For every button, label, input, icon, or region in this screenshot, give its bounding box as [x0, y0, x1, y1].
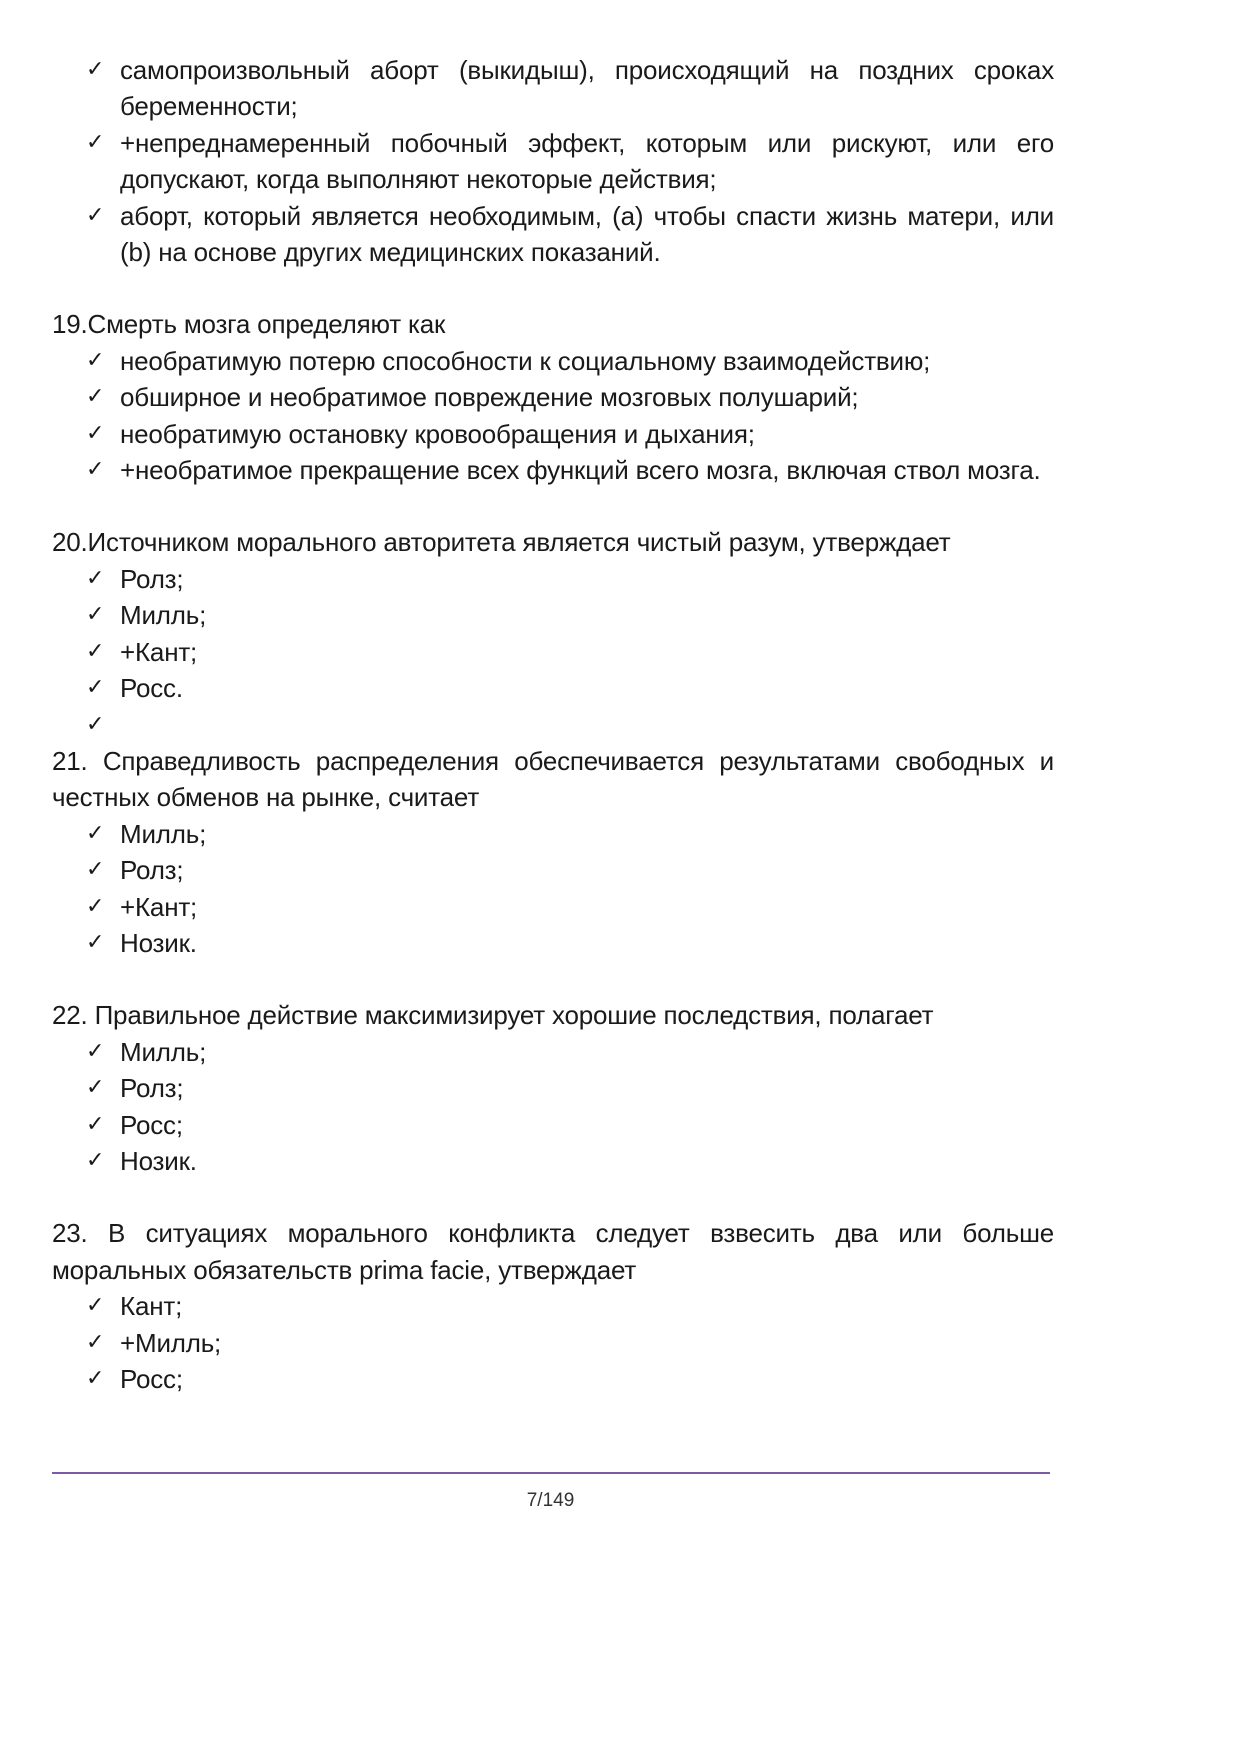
answer-text: Росс. [120, 673, 183, 704]
answer-item [52, 416, 1054, 452]
answer-text: +Кант; [120, 636, 198, 667]
check-icon: ✓ [86, 711, 105, 737]
check-icon: ✓ [86, 347, 105, 373]
answer-item [52, 1070, 1054, 1106]
answer-item [52, 52, 1054, 125]
answer-text: необратимую остановку кровообращения и дыхания; [120, 418, 755, 449]
answer-text: +непреднамеренный побочный эффект, которым или рискуют, или его допускают, когда выполняют некоторые действия; [120, 127, 1054, 195]
answer-text: +Кант; [120, 891, 198, 922]
check-icon: ✓ [86, 129, 105, 155]
answer-item [52, 125, 1054, 198]
answer-item [52, 1325, 1054, 1361]
check-icon: ✓ [86, 1329, 105, 1355]
answer-item [52, 816, 1054, 852]
answer-item-empty [52, 707, 1054, 743]
answer-text: Росс; [120, 1109, 183, 1140]
check-icon: ✓ [86, 1075, 105, 1101]
answer-list [52, 52, 1054, 270]
footer-divider [52, 1472, 1050, 1474]
answer-text: Милль; [120, 818, 207, 849]
answer-text: +необратимое прекращение всех функций всего мозга, включая ствол мозга. [120, 455, 1041, 486]
answer-text: самопроизвольный аборт (выкидыш), происходящий на поздних сроках беременности; [120, 55, 1054, 122]
check-icon: ✓ [86, 1147, 105, 1173]
question-22: 22. Правильное действие максимизирует хорошие последствия, полагает [52, 1000, 934, 1031]
check-icon: ✓ [86, 1038, 105, 1064]
check-icon: ✓ [86, 420, 105, 446]
check-icon: ✓ [86, 1366, 105, 1391]
check-icon: ✓ [86, 638, 105, 664]
check-icon: ✓ [86, 57, 105, 82]
answer-item [52, 452, 1054, 488]
answer-item [52, 634, 1054, 670]
answer-item [52, 1034, 1054, 1070]
check-icon: ✓ [86, 1111, 105, 1137]
check-icon: ✓ [86, 565, 105, 591]
answer-item [52, 670, 1054, 706]
answer-text: Ролз; [120, 855, 184, 886]
spacer [52, 488, 1054, 524]
question-20: 20.Источником морального авторитета является чистый разум, утверждает [52, 527, 951, 558]
answer-list [52, 1288, 1054, 1397]
answer-text: +Милль; [120, 1327, 222, 1358]
answer-item [52, 1361, 1054, 1397]
spacer [52, 270, 1054, 306]
spacer [52, 1179, 1054, 1215]
answer-item [52, 198, 1054, 271]
answer-text: Ролз; [120, 1073, 184, 1104]
answer-item [52, 889, 1054, 925]
answer-text: Милль; [120, 600, 207, 631]
check-icon: ✓ [86, 602, 105, 628]
answer-text: Ролз; [120, 563, 184, 594]
check-icon: ✓ [86, 384, 105, 410]
answer-item [52, 1107, 1054, 1143]
answer-text: Росс; [120, 1364, 183, 1394]
document-page [52, 52, 1054, 1397]
answer-list [52, 561, 1054, 743]
answer-item [52, 1143, 1054, 1179]
question-23: 23. В ситуациях морального конфликта следует взвесить два или больше моральных обязательств prima facie, утверждает [52, 1218, 1054, 1285]
answer-text: необратимую потерю способности к социальному взаимодействию; [120, 345, 931, 376]
answer-list [52, 816, 1054, 962]
check-icon: ✓ [86, 929, 105, 955]
answer-text: Милль; [120, 1036, 207, 1067]
question-21: 21. Справедливость распределения обеспечивается результатами свободных и честных обменов на рынке, считает [52, 745, 1054, 813]
answer-text: Нозик. [120, 927, 197, 958]
check-icon: ✓ [86, 893, 105, 919]
answer-item [52, 379, 1054, 415]
answer-list [52, 343, 1054, 489]
question-19: 19.Смерть мозга определяют как [52, 309, 446, 340]
spacer [52, 961, 1054, 997]
answer-item [52, 1288, 1054, 1324]
answer-item [52, 597, 1054, 633]
check-icon: ✓ [86, 202, 105, 228]
check-icon: ✓ [86, 820, 105, 846]
check-icon: ✓ [86, 857, 105, 883]
page-number: 7/149 [526, 1490, 575, 1511]
answer-text: Кант; [120, 1291, 183, 1322]
check-icon: ✓ [86, 457, 105, 483]
answer-text: Нозик. [120, 1145, 197, 1176]
check-icon: ✓ [86, 1293, 105, 1319]
answer-text [120, 710, 127, 740]
answer-item [52, 852, 1054, 888]
answer-item [52, 561, 1054, 597]
check-icon: ✓ [86, 675, 105, 701]
answer-text: обширное и необратимое повреждение мозговых полушарий; [120, 382, 859, 413]
answer-text: аборт, который является необходимым, (а) чтобы спасти жизнь матери, или (b) на основе других медицинских показаний. [120, 200, 1054, 268]
answer-list [52, 1034, 1054, 1180]
answer-item [52, 343, 1054, 379]
answer-item [52, 925, 1054, 961]
